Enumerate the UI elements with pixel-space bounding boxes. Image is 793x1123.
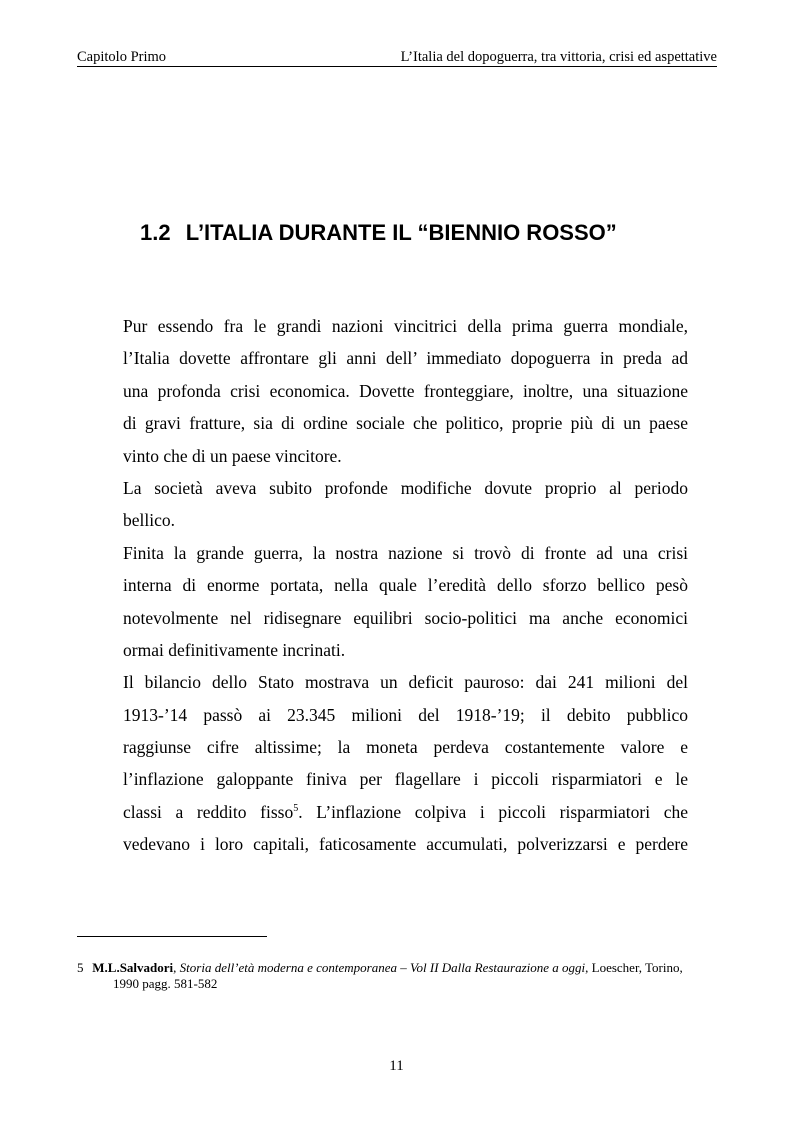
text-line: Pur essendo fra le grandi nazioni vincitrici della prima guerra mondiale,: [123, 316, 688, 336]
footnote-number: 5: [77, 960, 84, 975]
text-line: raggiunse cifre altissime; la moneta perdeva costantemente valore e: [123, 737, 688, 758]
text-line: vinto che di un paese vincitore.: [123, 445, 342, 466]
section-title: L’ITALIA DURANTE IL “BIENNIO ROSSO”: [185, 220, 617, 245]
footnote-author: M.L.Salvadori: [92, 960, 174, 975]
body-text: [123, 310, 688, 861]
text-line: l’Italia dovette affrontare gli anni dell’ immediato dopoguerra in preda ad: [123, 348, 688, 369]
footnote: [77, 960, 717, 992]
footnote-sep: ,: [173, 960, 180, 975]
footnote-publisher: , Loescher, Torino,: [585, 960, 683, 975]
footnote-pages: 1990 pagg. 581-582: [113, 976, 218, 991]
text-line: 1913-’14 passò ai 23.345 milioni del 1918-’19; il debito pubblico: [123, 704, 688, 725]
text-line: La società aveva subito profonde modifiche dovute proprio al periodo: [123, 477, 688, 498]
text-line: vedevano i loro capitali, faticosamente accumulati, polverizzarsi e perdere: [123, 834, 688, 855]
text-line: di gravi fratture, sia di ordine sociale che politico, proprie più di un paese: [123, 413, 688, 434]
footnote-divider: [77, 936, 267, 937]
text-line: una profonda crisi economica. Dovette fronteggiare, inoltre, una situazione: [123, 380, 688, 401]
running-header: [77, 48, 717, 67]
section-heading: [140, 218, 700, 248]
paragraph: [123, 537, 688, 667]
text-fragment: classi a reddito fisso: [123, 801, 294, 822]
text-line: Il bilancio dello Stato mostrava un deficit pauroso: dai 241 milioni del: [123, 672, 688, 693]
text-line-with-footnote-ref: [123, 796, 688, 828]
text-line: bellico.: [123, 510, 175, 531]
section-number: 1.2: [140, 220, 171, 245]
text-line: ormai definitivamente incrinati.: [123, 639, 346, 660]
page-number: 11: [389, 1058, 404, 1074]
chapter-label: Capitolo Primo: [77, 49, 167, 65]
text-line: Finita la grande guerra, la nostra nazione si trovò di fronte ad una crisi: [123, 542, 688, 563]
text-line: l’inflazione galoppante finiva per flagellare i piccoli risparmiatori e le: [123, 769, 688, 790]
footnote-ref[interactable]: 5: [293, 802, 299, 814]
text-line: notevolmente nel ridisegnare equilibri socio-politici ma anche economici: [123, 607, 688, 628]
text-fragment: . L’inflazione colpiva i piccoli risparmiatori che: [298, 801, 688, 822]
paragraph: [123, 472, 688, 537]
footnote-book-title: Storia dell’età moderna e contemporanea – Vol II Dalla Restaurazione a oggi: [179, 960, 586, 975]
chapter-title: L’Italia del dopoguerra, tra vittoria, crisi ed aspettative: [400, 49, 717, 65]
paragraph: [123, 310, 688, 472]
paragraph: [123, 666, 688, 860]
text-line: interna di enorme portata, nella quale l’eredità dello sforzo bellico pesò: [123, 575, 688, 596]
